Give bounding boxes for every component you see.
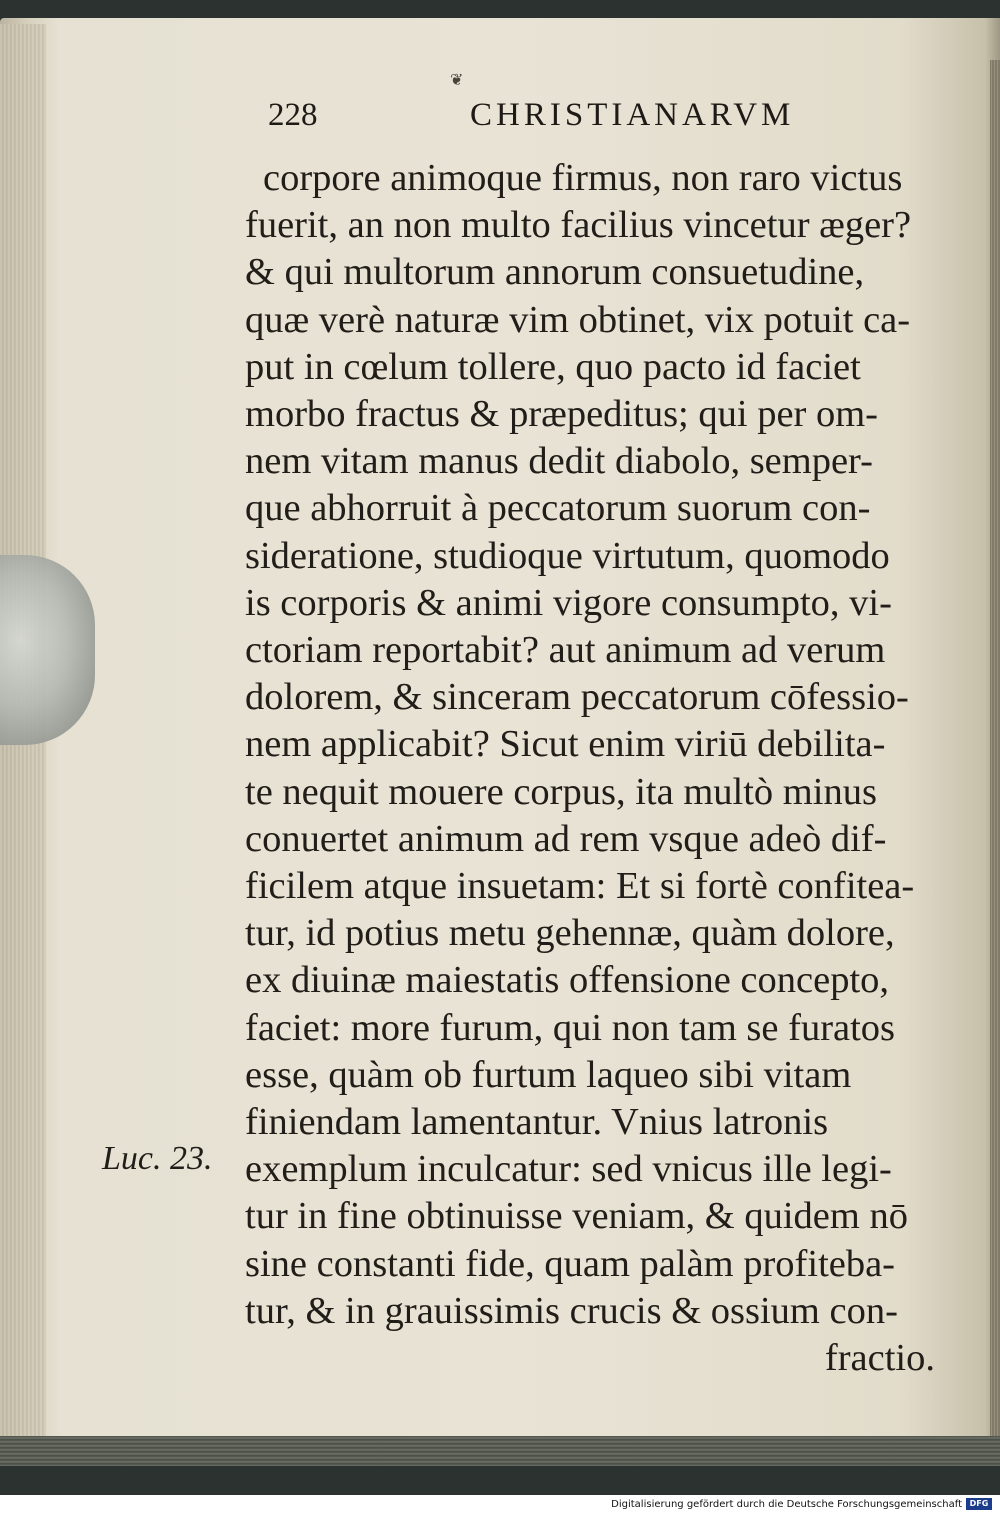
text-line: dolorem, & sinceram peccatorum cōfessio- xyxy=(245,676,909,719)
text-line: conuertet animum ad rem vsque adeò dif- xyxy=(245,817,887,860)
text-line: tur, id potius metu gehennæ, quàm dolore, xyxy=(245,912,895,955)
page-number: 228 xyxy=(268,97,318,133)
page-edges-right xyxy=(990,60,1000,1440)
text-line: morbo fractus & præpeditus; qui per om- xyxy=(245,393,878,436)
text-line: ex diuinæ maiestatis offensione concepto, xyxy=(245,959,890,1002)
text-line: nem applicabit? Sicut enim viriū debilita- xyxy=(245,723,886,766)
text-line-last: fractio. xyxy=(824,1337,935,1380)
text-line: & qui multorum annorum consuetudine, xyxy=(245,251,865,294)
dfg-logo: DFG xyxy=(966,1498,992,1510)
text-line: is corporis & animi vigore consumpto, vi- xyxy=(245,581,892,624)
text-line: ficilem atque insuetam: Et si fortè confitea- xyxy=(245,865,915,908)
text-line: sine constanti fide, quam palàm profiteba- xyxy=(245,1242,896,1285)
ornament-mark: ❦ xyxy=(450,70,464,89)
text-line: te nequit mouere corpus, ita multò minus xyxy=(245,770,877,813)
text-line: esse, quàm ob furtum laqueo sibi vitam xyxy=(245,1053,852,1096)
text-line: tur, & in grauissimis crucis & ossium con- xyxy=(245,1289,898,1332)
text-line: sideratione, studioque virtutum, quomodo xyxy=(245,534,890,577)
footer-bar xyxy=(0,1495,1000,1515)
running-head: CHRISTIANARVM xyxy=(470,97,795,133)
text-line: ctoriam reportabit? aut animum ad verum xyxy=(245,629,886,672)
funding-credit: Digitalisierung gefördert durch die Deutsche Forschungsgemeinschaft xyxy=(611,1499,962,1510)
text-line: fuerit, an non multo facilius vincetur æger? xyxy=(245,204,912,247)
text-line: que abhorruit à peccatorum suorum con- xyxy=(245,487,871,530)
text-line: nem vitam manus dedit diabolo, semper- xyxy=(245,440,873,483)
text-line: quæ verè naturæ vim obtinet, vix potuit ca- xyxy=(245,298,911,341)
body-text xyxy=(245,155,965,1382)
text-line: tur in fine obtinuisse veniam, & quidem nō xyxy=(245,1195,908,1238)
text-line: finiendam lamentantur. Vnius latronis xyxy=(245,1101,829,1144)
text-line: exemplum inculcatur: sed vnicus ille legi- xyxy=(245,1148,892,1191)
marginal-reference: Luc. 23. xyxy=(102,1140,213,1177)
text-line: corpore animoque firmus, non raro victus xyxy=(263,157,903,199)
thumb-holding-page xyxy=(0,555,95,745)
page-edges-bottom xyxy=(0,1436,1000,1466)
text-line: put in cœlum tollere, quo pacto id faciet xyxy=(245,345,861,388)
page-header xyxy=(0,95,1000,145)
text-line: faciet: more furum, qui non tam se furatos xyxy=(245,1006,896,1049)
